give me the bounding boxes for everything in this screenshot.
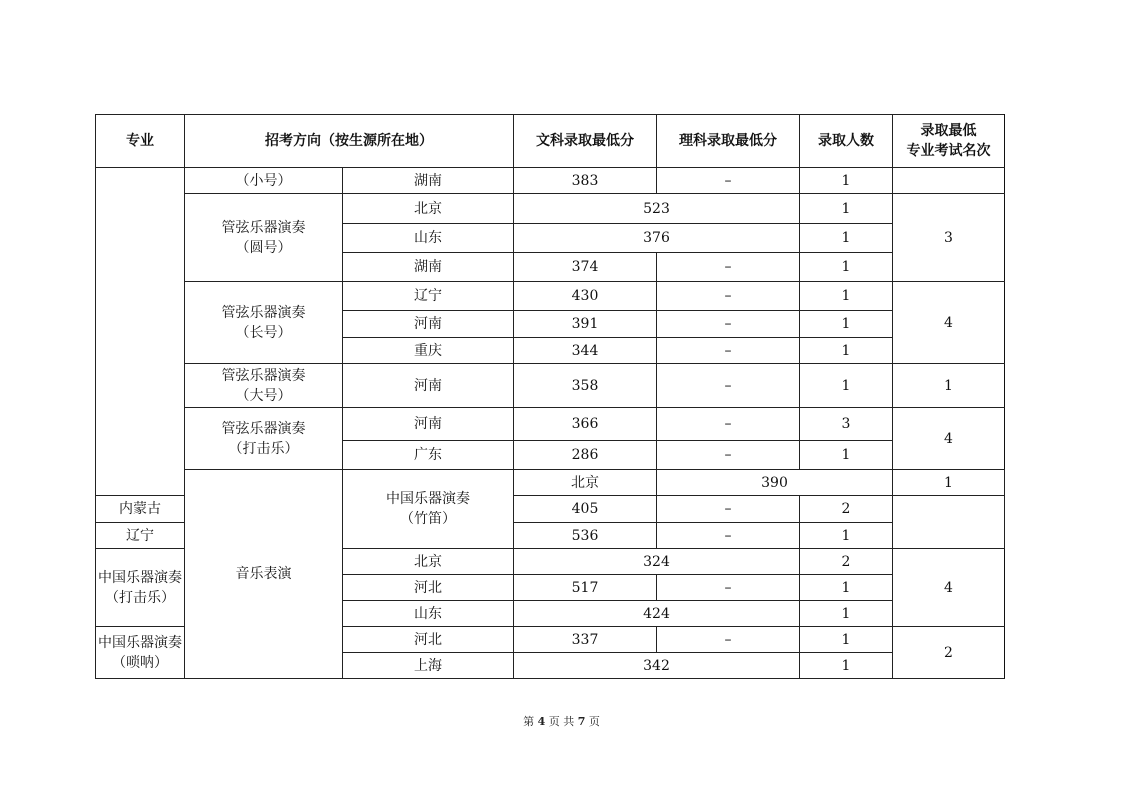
direction-cell xyxy=(185,408,343,470)
count-cell: 1 xyxy=(800,224,893,253)
footer-total-pages: 7 xyxy=(577,715,586,728)
count-cell: 1 xyxy=(800,194,893,224)
direction-cell xyxy=(185,168,343,194)
merged-score-cell: 390 xyxy=(657,470,893,496)
count-cell: 2 xyxy=(800,496,893,523)
science-score-cell: – xyxy=(657,408,800,441)
province-cell: 河南 xyxy=(343,364,514,408)
merged-score-cell: 324 xyxy=(514,549,800,575)
header-rank xyxy=(893,115,1005,168)
science-score-cell: – xyxy=(657,364,800,408)
arts-score-cell: 366 xyxy=(514,408,657,441)
count-cell: 1 xyxy=(800,653,893,679)
direction-name-line2: （圆号） xyxy=(235,239,292,256)
province-cell: 广东 xyxy=(343,441,514,470)
rank-cell: 2 xyxy=(893,627,1005,679)
count-cell: 3 xyxy=(800,408,893,441)
arts-score-cell: 286 xyxy=(514,441,657,470)
province-cell: 上海 xyxy=(343,653,514,679)
arts-score-cell: 536 xyxy=(514,523,657,549)
rank-cell: 4 xyxy=(893,408,1005,470)
header-rank-line2: 专业考试名次 xyxy=(906,143,991,159)
rank-cell: 4 xyxy=(893,282,1005,364)
header-row xyxy=(96,115,1005,168)
science-score-cell: – xyxy=(657,441,800,470)
count-cell: 1 xyxy=(800,523,893,549)
science-score-cell: – xyxy=(657,168,800,194)
province-cell: 河南 xyxy=(343,311,514,338)
count-cell: 2 xyxy=(800,549,893,575)
arts-score-cell: 405 xyxy=(514,496,657,523)
count-cell: 1 xyxy=(800,311,893,338)
direction-name-line1: 管弦乐器演奏 xyxy=(221,367,306,384)
count-cell: 1 xyxy=(800,282,893,311)
table-row xyxy=(96,282,1005,311)
province-cell: 北京 xyxy=(514,470,657,496)
footer-mid: 页 共 xyxy=(548,715,575,728)
province-cell: 湖南 xyxy=(343,253,514,282)
arts-score-cell: 344 xyxy=(514,338,657,364)
direction-cell xyxy=(185,282,343,364)
direction-cell xyxy=(185,364,343,408)
header-count: 录取人数 xyxy=(800,115,893,168)
province-cell: 北京 xyxy=(343,194,514,224)
province-cell: 山东 xyxy=(343,224,514,253)
direction-name-line1: 中国乐器演奏 xyxy=(98,569,182,586)
direction-cell xyxy=(185,194,343,282)
major-cell-continued xyxy=(96,168,185,496)
count-cell: 1 xyxy=(800,364,893,408)
province-cell: 辽宁 xyxy=(343,282,514,311)
header-major: 专业 xyxy=(96,115,185,168)
count-cell: 1 xyxy=(800,441,893,470)
science-score-cell: – xyxy=(657,253,800,282)
rank-cell: 1 xyxy=(893,364,1005,408)
science-score-cell: – xyxy=(657,523,800,549)
merged-score-cell: 424 xyxy=(514,601,800,627)
province-cell: 北京 xyxy=(343,549,514,575)
science-score-cell: – xyxy=(657,282,800,311)
province-cell: 湖南 xyxy=(343,168,514,194)
direction-name-line2: （长号） xyxy=(235,324,292,341)
footer-suffix: 页 xyxy=(588,715,600,728)
direction-name-line1: 中国乐器演奏 xyxy=(386,491,470,507)
direction-cell xyxy=(343,470,514,549)
arts-score-cell: 517 xyxy=(514,575,657,601)
header-rank-line1: 录取最低 xyxy=(920,123,977,139)
table-row xyxy=(96,168,1005,194)
direction-name-line1: 中国乐器演奏 xyxy=(98,634,182,651)
table-row xyxy=(96,364,1005,408)
direction-name-line2: （唢呐） xyxy=(112,654,168,671)
merged-score-cell: 523 xyxy=(514,194,800,224)
count-cell: 1 xyxy=(893,470,1005,496)
direction-name-line1: 管弦乐器演奏 xyxy=(221,420,306,437)
rank-cell: 4 xyxy=(893,549,1005,627)
arts-score-cell: 430 xyxy=(514,282,657,311)
table-row xyxy=(96,470,1005,496)
rank-cell xyxy=(893,168,1005,194)
direction-name-line1: 管弦乐器演奏 xyxy=(221,304,306,321)
header-arts-min: 文科录取最低分 xyxy=(514,115,657,168)
table-row xyxy=(96,194,1005,224)
count-cell: 1 xyxy=(800,253,893,282)
direction-cell xyxy=(96,627,185,679)
province-cell: 河北 xyxy=(343,575,514,601)
direction-name-line2: （小号） xyxy=(235,172,292,189)
merged-score-cell: 376 xyxy=(514,224,800,253)
province-cell: 内蒙古 xyxy=(96,496,185,523)
header-direction: 招考方向（按生源所在地） xyxy=(185,115,514,168)
arts-score-cell: 383 xyxy=(514,168,657,194)
province-cell: 山东 xyxy=(343,601,514,627)
footer-page-number: 4 xyxy=(537,715,546,728)
arts-score-cell: 391 xyxy=(514,311,657,338)
count-cell: 1 xyxy=(800,627,893,653)
count-cell: 1 xyxy=(800,601,893,627)
direction-name-line2: （竹笛） xyxy=(400,511,456,527)
direction-cell xyxy=(96,549,185,627)
header-science-min: 理科录取最低分 xyxy=(657,115,800,168)
count-cell: 1 xyxy=(800,575,893,601)
admission-table xyxy=(95,114,1005,679)
direction-name-line2: （打击乐） xyxy=(228,440,299,457)
arts-score-cell: 358 xyxy=(514,364,657,408)
direction-name-line2: （大号） xyxy=(235,387,292,404)
count-cell: 1 xyxy=(800,338,893,364)
science-score-cell: – xyxy=(657,575,800,601)
arts-score-cell: 337 xyxy=(514,627,657,653)
science-score-cell: – xyxy=(657,338,800,364)
science-score-cell: – xyxy=(657,496,800,523)
arts-score-cell: 374 xyxy=(514,253,657,282)
province-cell: 河南 xyxy=(343,408,514,441)
count-cell: 1 xyxy=(800,168,893,194)
table-row xyxy=(96,408,1005,441)
direction-name-line1: 管弦乐器演奏 xyxy=(221,219,306,236)
science-score-cell: – xyxy=(657,311,800,338)
province-cell: 河北 xyxy=(343,627,514,653)
direction-name-line2: （打击乐） xyxy=(105,589,175,606)
merged-score-cell: 342 xyxy=(514,653,800,679)
major-cell: 音乐表演 xyxy=(185,470,343,679)
province-cell: 重庆 xyxy=(343,338,514,364)
rank-cell: 3 xyxy=(893,194,1005,282)
footer-prefix: 第 xyxy=(523,715,535,728)
province-cell: 辽宁 xyxy=(96,523,185,549)
science-score-cell: – xyxy=(657,627,800,653)
page-footer xyxy=(0,713,1123,729)
